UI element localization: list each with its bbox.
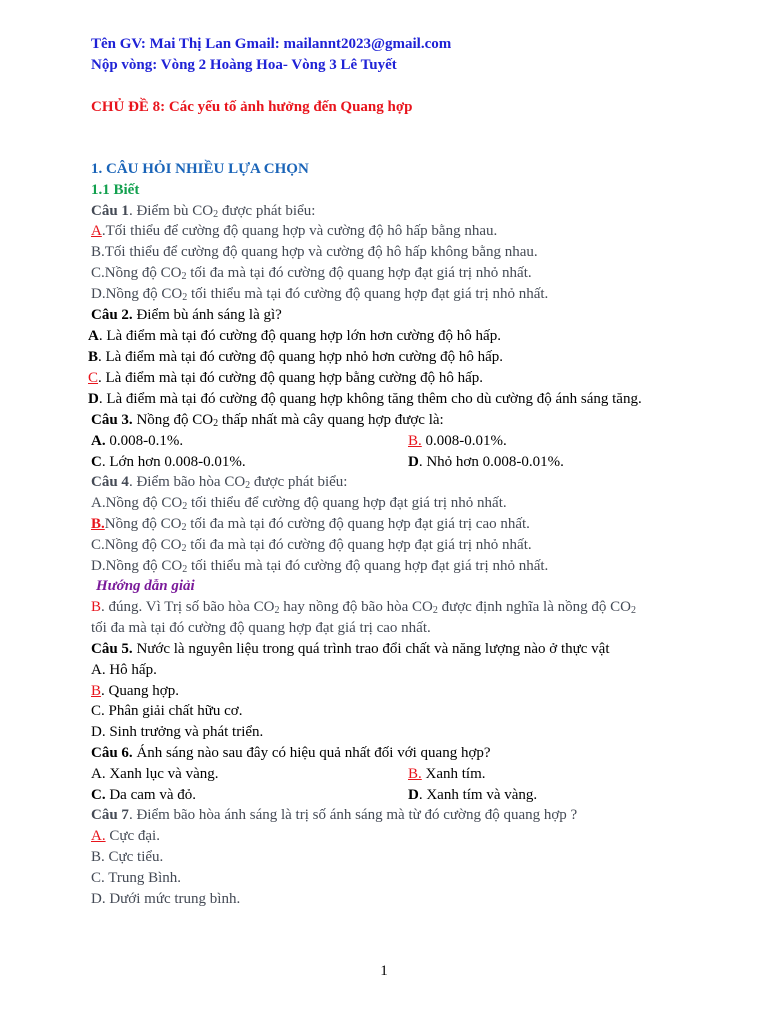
option-letter: B (88, 349, 99, 365)
question-text: . Điểm bão hòa CO (128, 474, 246, 490)
question-7 (91, 806, 577, 825)
q5-option-b (91, 682, 179, 701)
correct-answer-letter: C (88, 370, 99, 386)
option-letter: D (408, 454, 419, 470)
option-letter: C (91, 703, 102, 719)
teacher-line: Tên GV: Mai Thị Lan Gmail: mailannt2023@gmail.com (91, 36, 452, 52)
option-text: . Dưới mức trung bình. (101, 891, 241, 907)
option-letter: C. (91, 787, 106, 803)
question-text: . Điểm bù CO (128, 203, 214, 219)
subscript: 2 (181, 271, 187, 282)
option-text: . Phân giải chất hữu cơ. (101, 703, 243, 719)
guide-line-1 (91, 598, 636, 617)
option-letter: A (91, 495, 102, 511)
topic-title: CHỦ ĐỀ 8: Các yếu tố ảnh hưởng đến Quang hợp (91, 99, 413, 115)
option-text: . Trung Bình. (101, 870, 182, 886)
option-text: . Quang hợp. (101, 683, 179, 699)
question-label: Câu 2. (91, 307, 133, 323)
option-text: Nồng độ CO (104, 516, 182, 532)
option-text: . Là điểm mà tại đó cường độ quang hợp lớn hơn cường độ hô hấp. (98, 328, 501, 344)
q1-option-b (91, 243, 538, 262)
guide-line-2: tối đa mà tại đó cường độ quang hợp đạt giá trị cao nhất. (91, 620, 431, 636)
option-text: Da cam và đỏ. (105, 787, 196, 803)
q3-option-a (91, 432, 183, 451)
option-text: tối đa mà tại đó cường độ quang hợp đạt giá trị nhỏ nhất. (186, 537, 532, 553)
option-text: .Nồng độ CO (101, 265, 182, 281)
question-text: được phát biểu: (218, 203, 316, 219)
subscript: 2 (182, 564, 188, 575)
option-letter: C (91, 870, 102, 886)
q6-option-a (91, 765, 218, 784)
question-text: thấp nhất mà cây quang hợp được là: (218, 412, 444, 428)
q4-option-a (91, 494, 507, 513)
option-letter: D (88, 391, 99, 407)
option-letter: C (91, 454, 102, 470)
q2-option-c (88, 369, 483, 388)
question-2 (91, 306, 282, 325)
option-letter: A (88, 328, 99, 344)
question-5 (91, 640, 610, 659)
question-label: Câu 7 (91, 807, 129, 823)
option-text: .Tối thiểu để cường độ quang hợp và cường độ hô hấp không bằng nhau. (101, 244, 538, 260)
correct-answer-letter: B. (408, 433, 422, 449)
question-3 (91, 411, 444, 430)
page-number: 1 (380, 963, 388, 979)
option-letter: C (91, 537, 102, 553)
q1-option-a (91, 222, 497, 241)
q2-option-d (88, 390, 642, 409)
option-text: .Tối thiểu để cường độ quang hợp và cường độ hô hấp bằng nhau. (101, 223, 498, 239)
q1-option-d (91, 285, 548, 304)
q4-option-d (91, 557, 548, 576)
guide-text: được định nghĩa là nồng độ CO (437, 599, 631, 615)
correct-answer-letter: A (91, 223, 102, 239)
option-letter: D (91, 724, 102, 740)
question-label: Câu 4 (91, 474, 129, 490)
q1-option-c (91, 264, 532, 283)
option-letter: D (91, 286, 102, 302)
subscript: 2 (245, 480, 251, 491)
question-label: Câu 3. (91, 412, 133, 428)
subscript: 2 (181, 522, 187, 533)
option-text: . Cực tiểu. (101, 849, 164, 865)
subscript: 2 (432, 605, 438, 616)
subscript: 2 (181, 543, 187, 554)
guide-title: Hướng dẫn giải (96, 578, 195, 594)
option-text: . Xanh tím và vàng. (418, 787, 538, 803)
subsection-title: 1.1 Biết (91, 182, 140, 198)
q2-option-b (88, 348, 503, 367)
option-letter: A (91, 766, 102, 782)
section-title: 1. CÂU HỎI NHIỀU LỰA CHỌN (91, 161, 309, 177)
question-label: Câu 5. (91, 641, 133, 657)
q6-option-b (408, 765, 486, 784)
subscript: 2 (182, 292, 188, 303)
guide-text: hay nồng độ bão hòa CO (279, 599, 433, 615)
question-text: Ánh sáng nào sau đây có hiệu quả nhất đối với quang hợp? (132, 745, 491, 761)
correct-answer-letter: B. (91, 516, 105, 532)
option-text: tối đa mà tại đó cường độ quang hợp đạt giá trị nhỏ nhất. (186, 265, 532, 281)
option-text: .Nồng độ CO (101, 537, 182, 553)
q7-option-d (91, 890, 240, 909)
option-letter: C (91, 265, 102, 281)
q7-option-b (91, 848, 163, 867)
question-text: được phát biểu: (250, 474, 348, 490)
option-text: . Xanh lục và vàng. (101, 766, 219, 782)
q5-option-c (91, 702, 242, 721)
question-text: Điểm bù ánh sáng là gì? (132, 307, 282, 323)
option-letter: D (91, 891, 102, 907)
q2-option-a (88, 327, 501, 346)
option-text: tối đa mà tại đó cường độ quang hợp đạt giá trị cao nhất. (186, 516, 530, 532)
option-text: Xanh tím. (421, 766, 486, 782)
q4-option-b (91, 515, 530, 534)
question-label: Câu 1 (91, 203, 129, 219)
question-label: Câu 6. (91, 745, 133, 761)
option-letter: D (408, 787, 419, 803)
subscript: 2 (213, 209, 219, 220)
option-text: . Lớn hơn 0.008-0.01%. (101, 454, 246, 470)
option-letter: B (91, 849, 102, 865)
option-text: . Là điểm mà tại đó cường độ quang hợp không tăng thêm cho dù cường độ ánh sáng tăng. (98, 391, 642, 407)
q4-option-c (91, 536, 532, 555)
q3-option-c (91, 453, 246, 472)
option-letter: A. (91, 433, 106, 449)
option-text: tối thiểu mà tại đó cường độ quang hợp đạt giá trị nhỏ nhất. (187, 286, 549, 302)
subscript: 2 (274, 605, 280, 616)
option-text: . Sinh trưởng và phát triển. (101, 724, 264, 740)
q3-option-b (408, 432, 507, 451)
q3-option-d (408, 453, 564, 472)
q5-option-d (91, 723, 263, 742)
question-text: Nước là nguyên liệu trong quá trình trao đổi chất và năng lượng nào ở thực vật (132, 641, 610, 657)
option-text: . Hô hấp. (101, 662, 157, 678)
q6-option-d (408, 786, 537, 805)
option-text: tối thiểu để cường độ quang hợp đạt giá trị nhỏ nhất. (187, 495, 507, 511)
subscript: 2 (182, 501, 188, 512)
option-text: .Nồng độ CO (101, 558, 183, 574)
q6-option-c (91, 786, 196, 805)
question-4 (91, 473, 347, 492)
option-text: Cực đại. (105, 828, 160, 844)
option-text: . Là điểm mà tại đó cường độ quang hợp nhỏ hơn cường độ hô hấp. (98, 349, 504, 365)
option-letter: D (91, 558, 102, 574)
round-line: Nộp vòng: Vòng 2 Hoàng Hoa- Vòng 3 Lê Tuyết (91, 57, 397, 73)
correct-answer-letter: A. (91, 828, 106, 844)
option-text: 0.008-0.01%. (421, 433, 507, 449)
option-text: .Nồng độ CO (101, 286, 183, 302)
option-text: . Là điểm mà tại đó cường độ quang hợp bằng cường độ hô hấp. (98, 370, 483, 386)
correct-answer-letter: B (91, 683, 102, 699)
option-text: .Nồng độ CO (101, 495, 183, 511)
question-text: . Điểm bão hòa ánh sáng là trị số ánh sáng mà từ đó cường độ quang hợp ? (128, 807, 578, 823)
correct-answer-letter: B. (408, 766, 422, 782)
q5-option-a (91, 661, 157, 680)
question-1 (91, 202, 315, 221)
answer-letter: B (91, 599, 102, 615)
guide-text: . đúng. Vì Trị số bão hòa CO (101, 599, 275, 615)
option-letter: A (91, 662, 102, 678)
subscript: 2 (213, 418, 219, 429)
option-letter: B (91, 244, 102, 260)
q7-option-a (91, 827, 160, 846)
option-text: . Nhỏ hơn 0.008-0.01%. (418, 454, 564, 470)
option-text: 0.008-0.1%. (105, 433, 184, 449)
question-6 (91, 744, 491, 763)
subscript: 2 (630, 605, 636, 616)
option-text: tối thiểu mà tại đó cường độ quang hợp đạt giá trị nhỏ nhất. (187, 558, 549, 574)
question-text: Nồng độ CO (132, 412, 214, 428)
q7-option-c (91, 869, 181, 888)
